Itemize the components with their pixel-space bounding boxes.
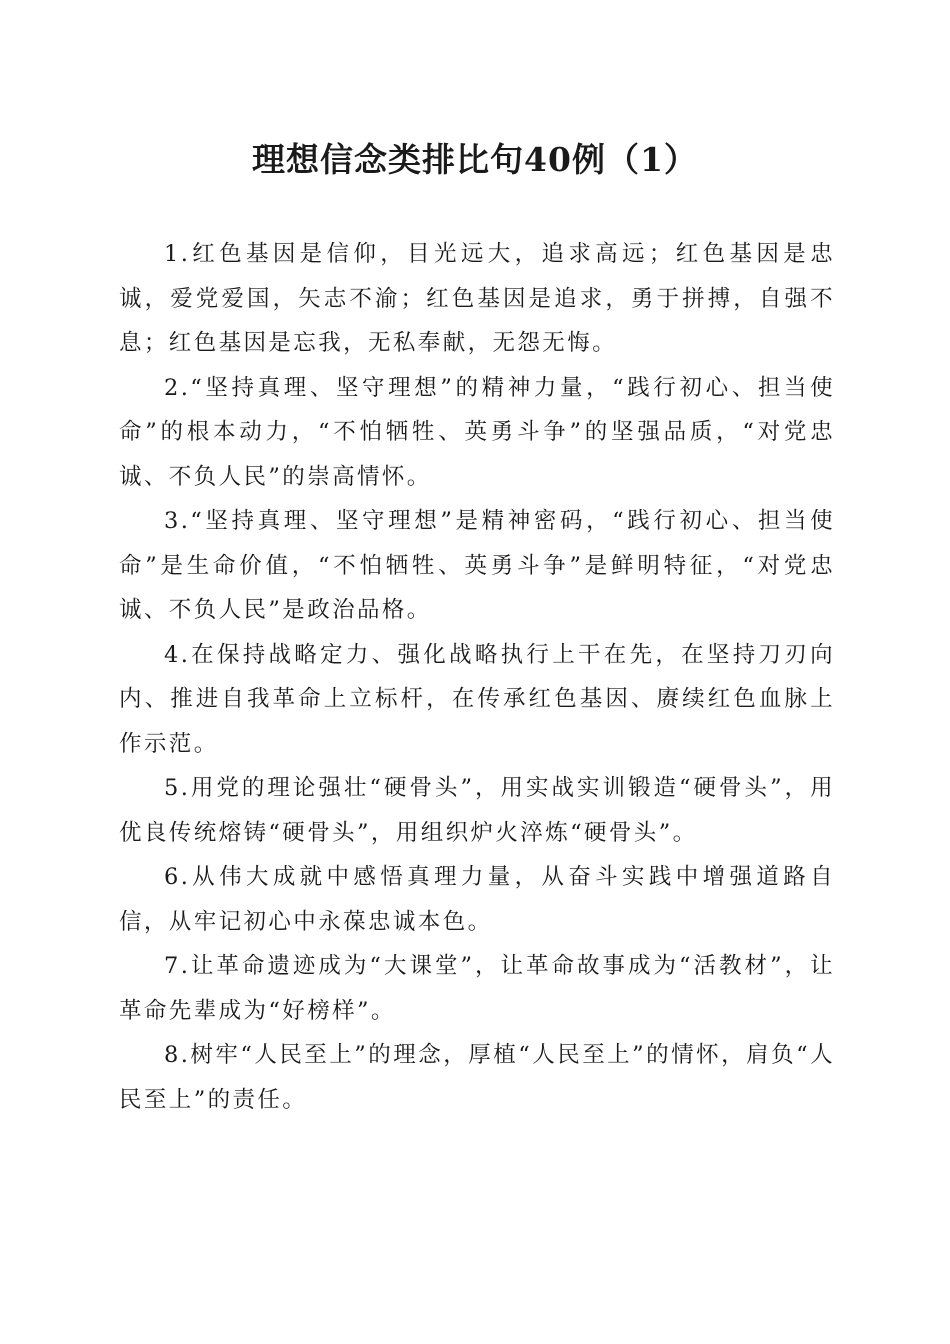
paragraph-1: 1.红色基因是信仰，目光远大，追求高远；红色基因是忠诚，爱党爱国，矢志不渝；红色基因是追求，勇于拼搏，自强不息；红色基因是忘我，无私奉献，无怨无悔。 bbox=[119, 241, 835, 356]
paragraph-4: 4.在保持战略定力、强化战略执行上干在先，在坚持刀刃向内、推进自我革命上立标杆，在传承红色基因、赓续红色血脉上作示范。 bbox=[119, 641, 835, 757]
paragraph-2: 2.“坚持真理、坚守理想”的精神力量，“践行初心、担当使命”的根本动力，“不怕牺牲、英勇斗争”的坚强品质，“对党忠诚、不负人民”的崇高情怀。 bbox=[119, 374, 835, 490]
paragraph-3: 3.“坚持真理、坚守理想”是精神密码，“践行初心、担当使命”是生命价值，“不怕牺牲、英勇斗争”是鲜明特征，“对党忠诚、不负人民”是政治品格。 bbox=[119, 508, 835, 623]
document-title: 理想信念类排比句40例（1） bbox=[252, 140, 698, 179]
document-body bbox=[119, 232, 835, 1122]
paragraph-6: 6.从伟大成就中感悟真理力量，从奋斗实践中增强道路自信，从牢记初心中永葆忠诚本色。 bbox=[119, 864, 835, 935]
paragraph-7: 7.让革命遗迹成为“大课堂”，让革命故事成为“活教材”，让革命先辈成为“好榜样”。 bbox=[119, 953, 835, 1024]
paragraph-8: 8.树牢“人民至上”的理念，厚植“人民至上”的情怀，肩负“人民至上”的责任。 bbox=[119, 1042, 835, 1113]
paragraph-5: 5.用党的理论强壮“硬骨头”，用实战实训锻造“硬骨头”，用优良传统熔铸“硬骨头”，用组织炉火淬炼“硬骨头”。 bbox=[119, 775, 835, 846]
